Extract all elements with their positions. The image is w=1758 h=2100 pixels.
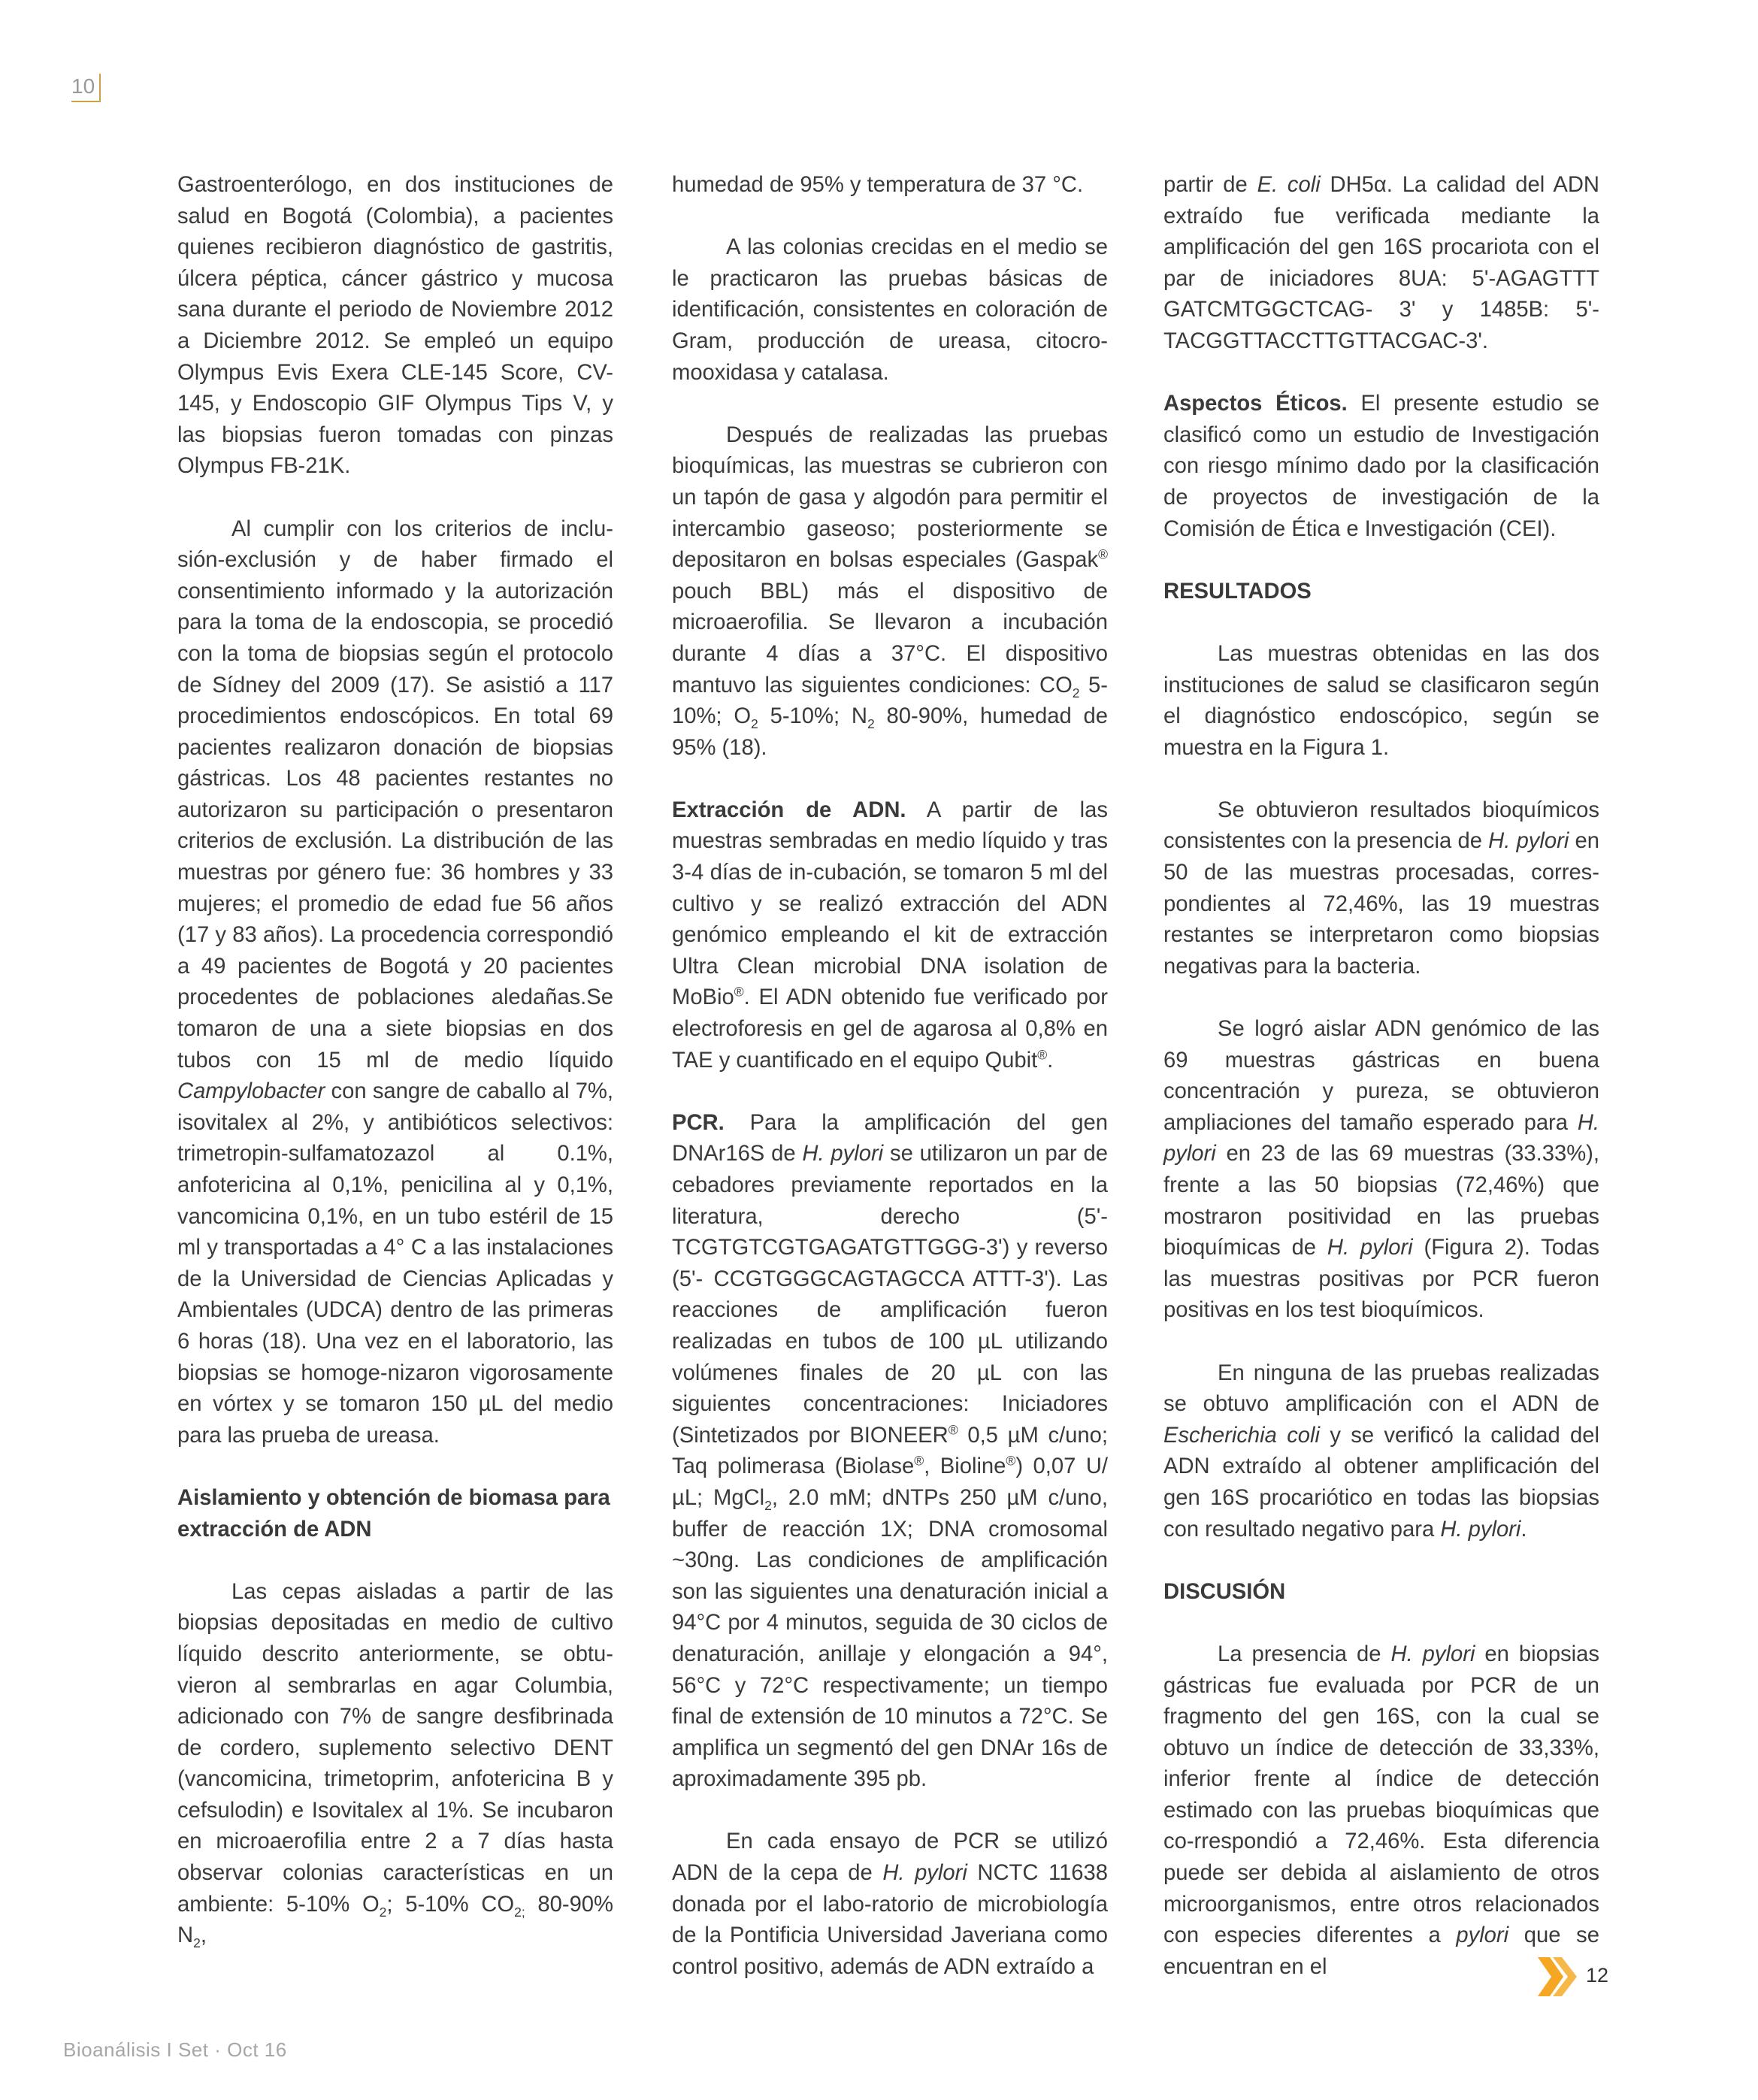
registered-mark: ®	[948, 1422, 958, 1438]
text-run: 5-10%; O	[672, 673, 1108, 729]
text-run: en 50 de las muestras procesadas, corres-pondientes al 72,46%, las 19 muestras restantes se interpretaron como biopsias negativas para la bacteria.	[1163, 829, 1599, 979]
subscript: 2	[1072, 685, 1080, 701]
italic-term: Escherichia coli	[1163, 1423, 1320, 1448]
text-run: Se obtuvieron resultados bioquímicos consistentes con la presencia de	[1163, 797, 1599, 854]
paragraph	[672, 1108, 1108, 1796]
text-run: A partir de las muestras sembradas en medio líquido y tras 3-4 días de in-cubación, se tomaron 5 ml del cultivo y se realizó extracción del ADN genómico empleando el kit de extracción Ultra Clean microbial DNA isolation de MoBio	[672, 797, 1108, 1010]
text-run: . El ADN obtenido fue verificado por electroforesis en gel de agarosa al 0,8% en TAE y cuantificado en el equipo Qubit	[672, 985, 1108, 1073]
text-run: El presente estudio se clasificó como un estudio de Investigación con riesgo mínimo dado por la clasificación de proyectos de investigación de la Comisión de Ética e Investigación (CEI).	[1163, 392, 1600, 541]
italic-term: H. pylori	[802, 1142, 884, 1166]
registered-mark: ®	[1037, 1046, 1048, 1062]
italic-term: pylori	[1456, 1923, 1509, 1948]
text-run: NCTC 11638 donada por el labo-ratorio de microbiología de la Pontificia Universidad Javeriana como control positivo, además de ADN extraído a	[672, 1861, 1108, 1979]
italic-term: H. pylori	[1327, 1236, 1413, 1260]
paragraph	[1163, 170, 1599, 358]
paragraph	[1163, 1014, 1599, 1327]
text-run: Las cepas aisladas a partir de las biopsias depositadas en medio de cultivo líquido descrito anteriormente, se obtu-vieron al sembrarlas en agar Columbia, adicionado con 7% de sangre desfibrinada de cordero, suplemento selectivo DENT (vancomicina, trimetoprim, anfotericina B y cefsulodin) e Isovitalex al 1%. Se incubaron en microaerofilia entre 2 a 7 días hasta observar colonias características en un ambiente: 5-10% O	[177, 1579, 613, 1917]
subscript: 2	[193, 1935, 201, 1951]
italic-term: H. pylori	[1163, 1110, 1599, 1166]
text-run: y se verificó la calidad del ADN extraído al obtener amplificación del gen 16S procariótico en todas las biopsias con resultado negativo para	[1163, 1423, 1599, 1542]
text-run: (Figura 2). Todas las muestras positivas por PCR fueron positivas en los test bioquímicos.	[1163, 1236, 1599, 1323]
text-run: 0,5 µM c/uno; Taq polimerasa (Biolase	[672, 1423, 1108, 1479]
subscript: 2	[379, 1904, 387, 1920]
page-number-bottom: 12	[1586, 1964, 1609, 1987]
subscript: 2	[867, 716, 875, 731]
text-run: partir de	[1163, 173, 1257, 197]
inline-heading: Aspectos Éticos.	[1163, 392, 1348, 416]
text-run: en 23 de las 69 muestras (33.33%), frente a las 50 biopsias (72,46%) que mostraron positividad en las pruebas bioquímicas de	[1163, 1142, 1599, 1260]
inline-heading: PCR.	[672, 1110, 725, 1135]
registered-mark: ®	[1006, 1453, 1016, 1469]
text-run: 80-90%, humedad de 95% (18).	[672, 704, 1109, 760]
italic-term: H. pylori	[1440, 1517, 1521, 1542]
paragraph	[672, 1826, 1108, 1983]
section-heading-results: RESULTADOS	[1163, 579, 1312, 604]
text-run: DH5α. La calidad del ADN extraído fue verificada mediante la amplificación del gen 16S procariota con el par de iniciadores 8UA: 5'-AGAGTTT GATCMTGGCTCAG- 3' y 1485B: 5'-TACGGTTACCTTGTTACGAC-3'.	[1163, 173, 1600, 353]
text-run: En cada ensayo de PCR se utilizó ADN de la cepa de	[672, 1829, 1108, 1886]
column-3	[1163, 170, 1599, 2014]
text-run: ) 0,07 U/µL; MgCl	[672, 1454, 1109, 1510]
paragraph	[177, 514, 613, 1452]
paragraph	[1163, 795, 1599, 983]
paragraph	[1163, 1358, 1599, 1546]
text-run: .	[1047, 1048, 1054, 1073]
subscript: 2;	[514, 1904, 525, 1920]
italic-term: H. pylori	[1390, 1642, 1475, 1666]
paragraph: Las muestras obtenidas en las dos instituciones de salud se clasificaron según el diagnóstico endoscópico, según se muestra en la Figura 1.	[1163, 641, 1599, 760]
text-run: 80-90% N	[177, 1892, 613, 1948]
text-run: Para la amplificación del gen DNAr16S de	[672, 1110, 1108, 1166]
column-1	[177, 170, 613, 1983]
column-2	[672, 170, 1108, 2014]
italic-term: E. coli	[1257, 173, 1321, 197]
footer-publication: Bioanálisis I Set · Oct 16	[63, 2038, 287, 2061]
inline-heading: Extracción de ADN.	[672, 797, 906, 822]
paragraph	[672, 795, 1108, 1076]
text-run: .	[1520, 1517, 1527, 1542]
text-run: ; 5-10% CO	[386, 1892, 515, 1917]
text-run: La presencia de	[1218, 1642, 1391, 1666]
text-run: en biopsias gástricas fue evaluada por PCR de un fragmento del gen 16S, con la cual se obtuvo un índice de detección de 33,33%, inferior frente al índice de detección estimado con las pruebas bioquímicas que co-rrespondió a 72,46%. Esta diferencia puede ser debida al aislamiento de otros microorganismos, entre otros relacionados con especies diferentes a	[1163, 1642, 1599, 1948]
paragraph: A las colonias crecidas en el medio se le practicaron las pruebas básicas de identificación, consistentes en coloración de Gram, producción de ureasa, citocro-mooxidasa y catalasa.	[672, 235, 1108, 385]
section-heading: Aislamiento y obtención de biomasa para extracción de ADN	[177, 1485, 610, 1542]
paragraph	[177, 1577, 613, 1952]
subscript: 2	[751, 716, 758, 731]
text-run: con sangre de caballo al 7%, isovitalex al 2%, y antibióticos selectivos: trimetropin-sulfamatozazol al 0.1%, anfotericina al 0,1%, penicilina al y 0,1%, vancomicina 0,1%, en un tubo estéril de 15 ml y transportadas a 4° C a las instalaciones de la Universidad de Ciencias Aplicadas y Ambientales (UDCA) dentro de las primeras 6 horas (18). Una vez en el laboratorio, las biopsias se homoge-nizaron vigorosamente en vórtex y se tomaron 150 µL del medio para las prueba de ureasa.	[177, 1079, 613, 1448]
text-run: ,	[200, 1923, 207, 1948]
paragraph	[672, 420, 1108, 764]
paragraph: humedad de 95% y temperatura de 37 °C.	[672, 173, 1084, 197]
text-run: 5-10%; N	[758, 704, 867, 729]
text-run: que se encuentran en el	[1163, 1923, 1599, 1979]
page-number-top: 10	[71, 74, 101, 102]
text-run: Después de realizadas las pruebas bioquímicas, las muestras se cubrieron con un tapón de gasa y algodón para permitir el intercambio gaseoso; posteriormente se depositaron en bolsas especiales (Gaspak	[672, 422, 1108, 573]
section-heading-discussion: DISCUSIÓN	[1163, 1579, 1286, 1604]
italic-term: H. pylori	[1488, 829, 1569, 854]
text-run: , 2.0 mM; dNTPs 250 µM c/uno, buffer de reacción 1X; DNA cromosomal ~30ng. Las condiciones de amplificación son las siguientes una denaturación inicial a 94°C por 4 minutos, seguida de 30 ciclos de denaturación, anillaje y elongación a 94°, 56°C y 72°C respectivamente; un tiempo final de extensión de 10 minutos a 72°C. Se amplifica un segmentó del gen DNAr 16s de aproximadamente 395 pb.	[672, 1485, 1108, 1792]
registered-mark: ®	[914, 1453, 924, 1469]
paragraph	[1163, 389, 1599, 545]
text-run: Se logró aislar ADN genómico de las 69 muestras gástricas en buena concentración y pureza, se obtuvieron ampliaciones del tamaño esperado para	[1163, 1017, 1599, 1135]
text-run: , Bioline	[924, 1454, 1006, 1479]
text-run: En ninguna de las pruebas realizadas se obtuvo amplificación con el ADN de	[1163, 1360, 1599, 1417]
registered-mark: ®	[734, 984, 744, 1000]
subscript: 2	[764, 1497, 772, 1513]
paragraph: Gastroenterólogo, en dos instituciones de salud en Bogotá (Colombia), a pacientes quienes recibieron diagnóstico de gastritis, úlcera péptica, cáncer gástrico y mucosa sana durante el periodo de Noviembre 2012 a Diciembre 2012. Se empleó un equipo Olympus Evis Exera CLE-145 Score, CV-145, y Endoscopio GIF Olympus Tips V, y las biopsias fueron tomadas con pinzas Olympus FB-21K.	[177, 173, 613, 479]
registered-mark: ®	[1098, 546, 1108, 562]
italic-term: Campylobacter	[177, 1079, 325, 1104]
text-run: se utilizaron un par de cebadores previamente reportados en la literatura, derecho (5'-TCGTGTCGTGAGATGTTGGG-3') y reverso (5'- CCGTGGGCAGTAGCCA ATTT-3'). Las reacciones de amplificación fueron realizadas en tubos de 100 µL utilizando volúmenes finales de 20 µL con las siguientes concentraciones: Iniciadores (Sintetizados por BIONEER	[672, 1142, 1109, 1448]
paragraph	[1163, 1639, 1599, 1984]
double-chevron-icon	[1538, 1957, 1580, 1996]
italic-term: H. pylori	[882, 1861, 967, 1886]
text-run: pouch BBL) más el dispositivo de microaerofilia. Se llevaron a incubación durante 4 días a 37°C. El dispositivo mantuvo las siguientes condiciones: CO	[672, 579, 1108, 697]
text-run: Al cumplir con los criterios de inclu-sión-exclusión y de haber firmado el consentimiento informado y la autorización para la toma de la endoscopia, se procedió con la toma de biopsias según el protocolo de Sídney del 2009 (17). Se asistió a 117 procedimientos endoscópicos. En total 69 pacientes realizaron donación de biopsias gástricas. Los 48 pacientes restantes no autorizaron su participación o presentaron criterios de exclusión. La distribución de las muestras por género fue: 36 hombres y 33 mujeres; el promedio de edad fue 56 años (17 y 83 años). La procedencia correspondió a 49 pacientes de Bogotá y 20 pacientes procedentes de poblaciones aledañas.Se tomaron de una a siete biopsias en dos tubos con 15 ml de medio líquido	[177, 516, 613, 1073]
